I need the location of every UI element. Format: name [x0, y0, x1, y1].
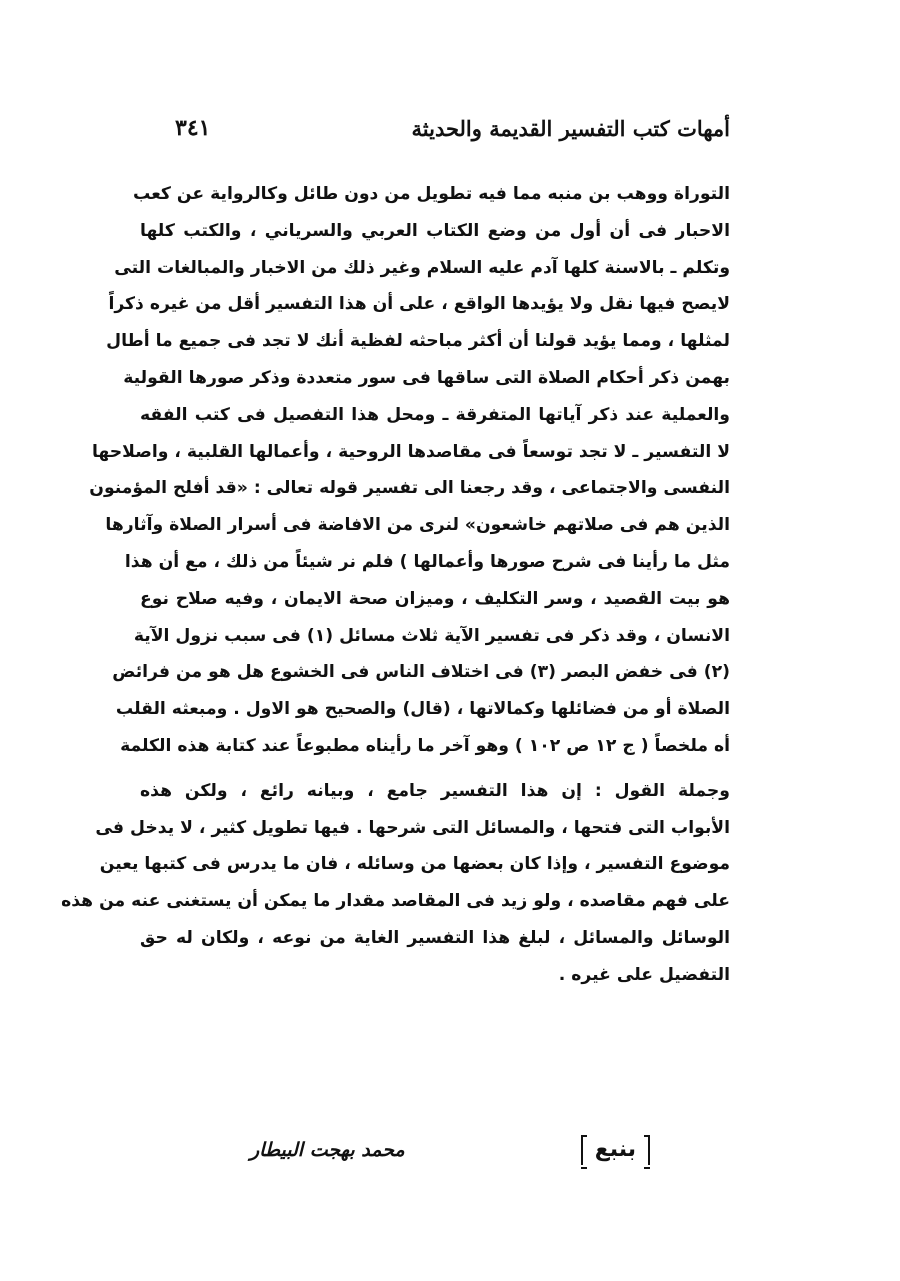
body-text [61, 176, 730, 994]
text-line: التفضيل على غيره . [558, 964, 730, 985]
text-line: النفسى والاجتماعى ، وقد رجعنا الى تفسير قوله تعالى : «قد أفلح المؤمنون [89, 478, 730, 499]
text-line: (٢) فى خفض البصر (٣) فى اختلاف الناس فى الخشوع هل هو من فرائض [112, 662, 730, 683]
text-line: الأبواب التى فتحها ، والمسائل التى شرحها . فيها تطويل كثير ، لا يدخل فى [95, 817, 730, 838]
paragraph-gap [140, 765, 730, 773]
author-signature: محمد بهجت البيطار [250, 1139, 405, 1161]
text-line: الصلاة أو من فضائلها وكمالاتها ، (قال) والصحيح هو الاول . ومبعثه القلب [115, 699, 730, 720]
paragraph-2 [61, 773, 730, 994]
signature-row [250, 1130, 650, 1170]
text-line: موضوع التفسير ، وإذا كان بعضها من وسائله ، فان ما يدرس فى كتبها يعين [99, 854, 730, 875]
text-line: وجملة القول : إن هذا التفسير جامع ، وبيانه رائع ، ولكن هذه [140, 780, 730, 801]
text-line: على فهم مقاصده ، ولو زيد فى المقاصد مقدار ما يمكن أن يستغنى عنه من هذه [61, 891, 730, 912]
text-line: هو بيت القصيد ، وسر التكليف ، وميزان صحة الايمان ، وفيه صلاح نوع [140, 588, 730, 609]
text-line: التوراة ووهب بن منبه مما فيه تطويل من دون طائل وكالرواية عن كعب [133, 184, 730, 204]
text-line: لايصح فيها نقل ولا يؤيدها الواقع ، على أن هذا التفسير أقل من غيره ذكراً [108, 294, 730, 315]
text-line: مثل ما رأينا فى شرح صورها وأعمالها ) فلم نر شيئاً من ذلك ، مع أن هذا [124, 551, 730, 572]
signature-bracket: بنبع [581, 1135, 650, 1165]
text-line: بهمن ذكر أحكام الصلاة التى ساقها فى سور متعددة وذكر صورها القولية [123, 367, 730, 388]
text-line: لمثلها ، ومما يؤيد قولنا أن أكثر مباحثه لفظية أنك لا تجد فى جميع ما أطال [106, 331, 730, 352]
page-number: ٣٤١ [175, 115, 211, 141]
text-line: الذين هم فى صلاتهم خاشعون» لنرى من الافاضة فى أسرار الصلاة وآثارها [105, 515, 730, 536]
header-title: أمهات كتب التفسير القديمة والحديثة [411, 115, 730, 141]
paragraph-1 [89, 176, 730, 765]
text-line: أه ملخصاً ( ج ١٢ ص ١٠٢ ) وهو آخر ما رأيناه مطبوعاً عند كتابة هذه الكلمة [120, 735, 730, 756]
text-line: الانسان ، وقد ذكر فى تفسير الآية ثلاث مسائل (١) فى سبب نزول الآية [133, 625, 730, 646]
text-line: الوسائل والمسائل ، لبلغ هذا التفسير الغاية من نوعه ، ولكان له حق [140, 927, 730, 948]
text-line: والعملية عند ذكر آياتها المتفرقة ـ ومحل هذا التفصيل فى كتب الفقه [140, 404, 730, 425]
text-line: الاحبار فى أن أول من وضع الكتاب العربي والسرياني ، والكتب كلها [140, 220, 730, 241]
running-header [175, 108, 730, 148]
text-line: لا التفسير ـ لا تجد توسعاً فى مقاصدها الروحية ، وأعمالها القلبية ، واصلاحها [91, 441, 730, 462]
text-line: وتكلم ـ بالاسنة كلها آدم عليه السلام وغير ذلك من الاخبار والمبالغات التى [114, 257, 730, 278]
